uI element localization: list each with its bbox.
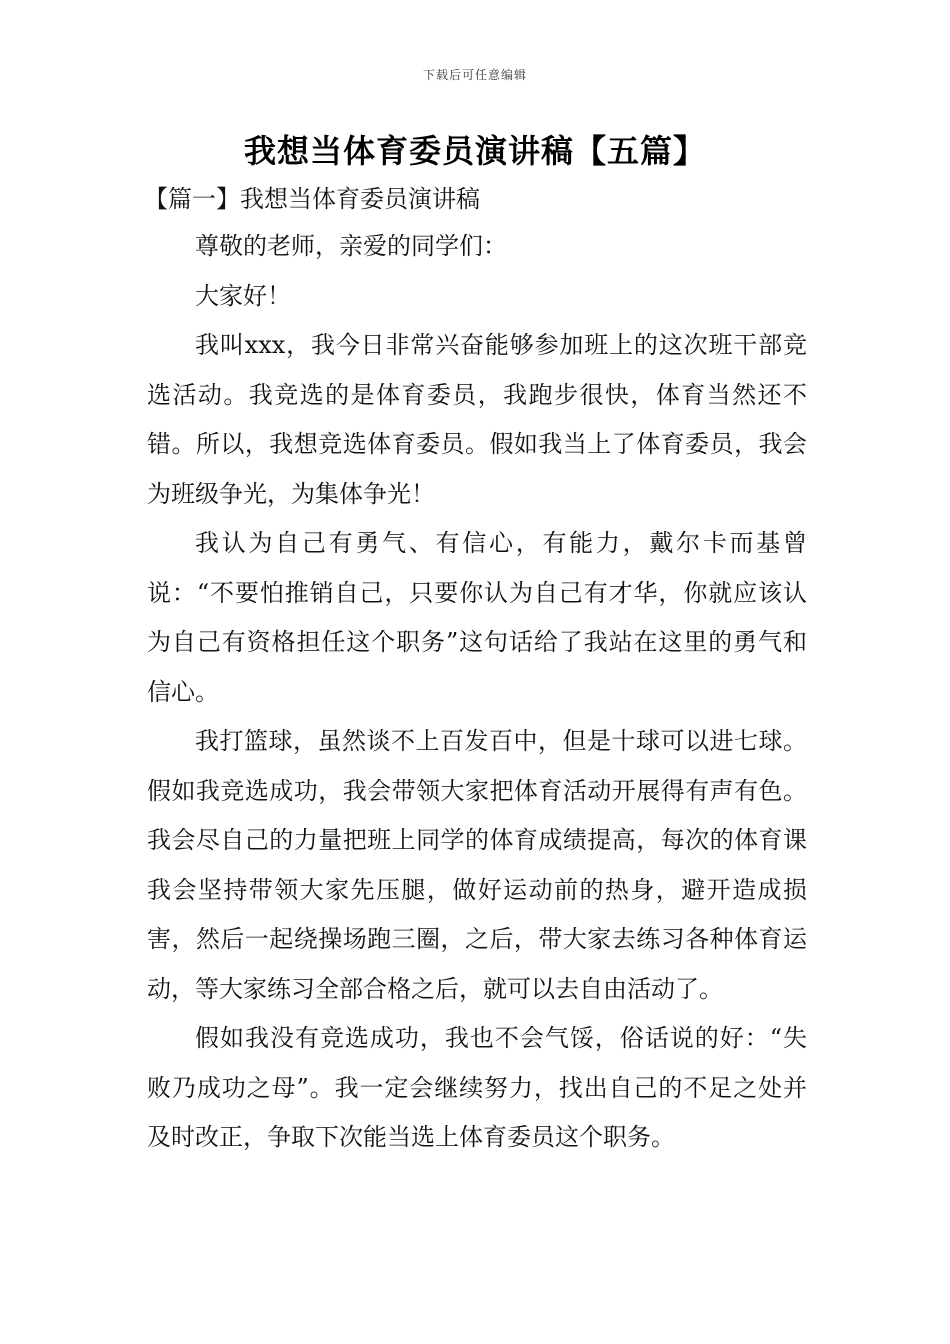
body-paragraph: 我打篮球，虽然谈不上百发百中，但是十球可以进七球。假如我竞选成功，我会带领大家把体育活动开展得有声有色。我会尽自己的力量把班上同学的体育成绩提高，每次的体育课我会坚持带领大家先压腿，做好运动前的热身，避开造成损害，然后一起绕操场跑三圈，之后，带大家去练习各种体育运动，等大家练习全部合格之后，就可以去自由活动了。	[147, 727, 807, 1003]
section-heading: 【篇一】我想当体育委员演讲稿	[144, 185, 480, 213]
body-paragraph: 我叫xxx，我今日非常兴奋能够参加班上的这次班干部竞选活动。我竞选的是体育委员，我跑步很快，体育当然还不错。所以，我想竞选体育委员。假如我当上了体育委员，我会为班级争光，为集体争光！	[147, 331, 807, 508]
body-paragraph: 假如我没有竞选成功，我也不会气馁，俗话说的好：“失败乃成功之母”。我一定会继续努力，找出自己的不足之处并及时改正，争取下次能当选上体育委员这个职务。	[147, 1024, 807, 1151]
salutation-paragraph: 尊敬的老师，亲爱的同学们：	[195, 232, 507, 260]
greeting-paragraph: 大家好！	[195, 281, 291, 310]
body-paragraph: 我认为自己有勇气、有信心，有能力，戴尔卡而基曾说：“不要怕推销自己，只要你认为自己有才华，你就应该认为自己有资格担任这个职务”这句话给了我站在这里的勇气和信心。	[147, 529, 807, 706]
header-note: 下载后可任意编辑	[422, 68, 527, 82]
document-title: 我想当体育委员演讲稿【五篇】	[243, 132, 706, 170]
document-body	[147, 222, 807, 1163]
